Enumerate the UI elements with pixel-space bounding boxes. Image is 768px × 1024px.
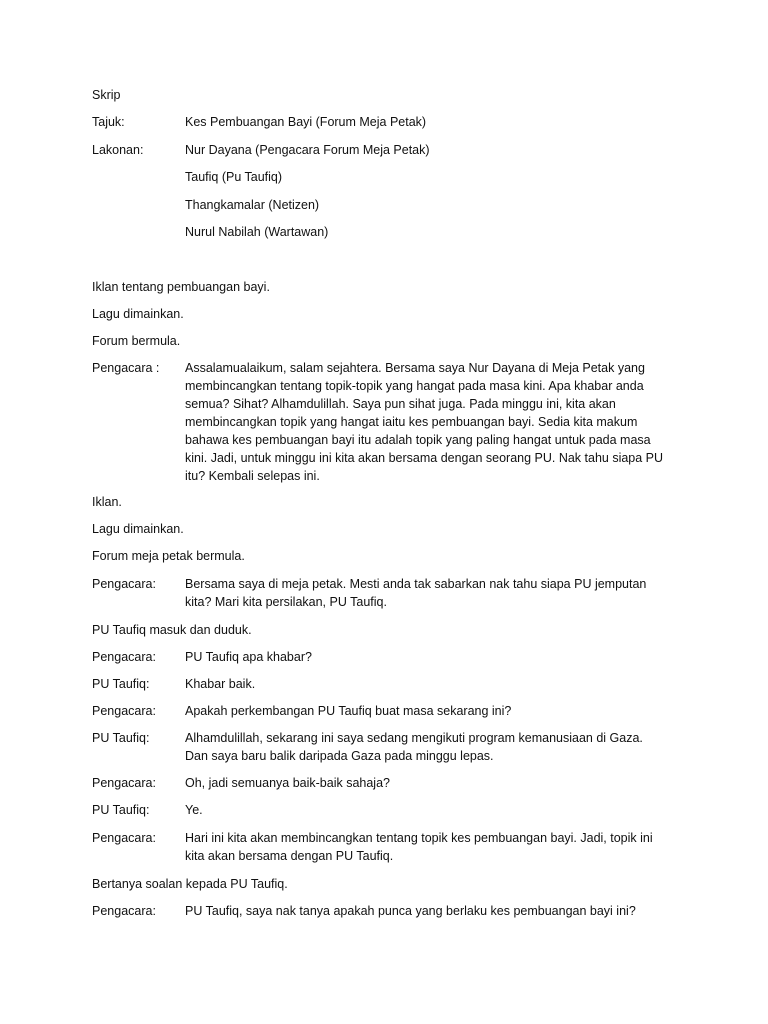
stage-direction: Lagu dimainkan.	[92, 522, 184, 536]
speaker-label: PU Taufiq:	[92, 731, 150, 745]
lakonan-label: Lakonan:	[92, 143, 144, 157]
dialogue-text	[185, 648, 695, 666]
dialogue-line: itu? Kembali selepas ini.	[185, 469, 320, 483]
cast-member: Nur Dayana (Pengacara Forum Meja Petak)	[185, 143, 430, 157]
dialogue-text	[185, 729, 695, 765]
stage-direction: PU Taufiq masuk dan duduk.	[92, 623, 252, 637]
stage-direction: Iklan tentang pembuangan bayi.	[92, 280, 270, 294]
dialogue-line: kita? Mari kita persilakan, PU Taufiq.	[185, 595, 387, 609]
dialogue-text	[185, 359, 695, 485]
dialogue-line: PU Taufiq, saya nak tanya apakah punca yang berlaku kes pembuangan bayi ini?	[185, 904, 636, 918]
speaker-label: Pengacara:	[92, 776, 156, 790]
dialogue-line: Dan saya baru balik daripada Gaza pada minggu lepas.	[185, 749, 494, 763]
dialogue-line: Assalamualaikum, salam sejahtera. Bersama saya Nur Dayana di Meja Petak yang	[185, 361, 645, 375]
dialogue-line: kini. Jadi, untuk minggu ini kita akan bersama dengan seorang PU. Nak tahu siapa PU	[185, 451, 664, 465]
tajuk-label: Tajuk:	[92, 115, 125, 129]
dialogue-line: Bersama saya di meja petak. Mesti anda tak sabarkan nak tahu siapa PU jemputan	[185, 577, 647, 591]
dialogue-line: Khabar baik.	[185, 677, 256, 691]
tajuk-value: Kes Pembuangan Bayi (Forum Meja Petak)	[185, 115, 427, 129]
dialogue-text	[185, 829, 695, 865]
stage-direction: Forum bermula.	[92, 334, 181, 348]
speaker-label: Pengacara :	[92, 361, 160, 375]
cast-member: Nurul Nabilah (Wartawan)	[185, 225, 329, 239]
dialogue-line: kita akan bersama dengan PU Taufiq.	[185, 849, 394, 863]
cast-member: Thangkamalar (Netizen)	[185, 198, 320, 212]
dialogue-text	[185, 702, 695, 720]
dialogue-line: Oh, jadi semuanya baik-baik sahaja?	[185, 776, 390, 790]
speaker-label: Pengacara:	[92, 577, 156, 591]
dialogue-line: semua? Sihat? Alhamdulillah. Saya pun sihat juga. Pada minggu ini, kita akan	[185, 397, 616, 411]
dialogue-line: Alhamdulillah, sekarang ini saya sedang mengikuti program kemanusiaan di Gaza.	[185, 731, 643, 745]
stage-direction: Forum meja petak bermula.	[92, 549, 245, 563]
dialogue-text	[185, 774, 695, 792]
dialogue-line: bahawa kes pembuangan bayi itu adalah topik yang paling hangat untuk pada masa	[185, 433, 651, 447]
dialogue-line: membincangkan topik yang hangat iaitu kes pembuangan bayi. Sedia kita makum	[185, 415, 638, 429]
dialogue-text	[185, 575, 695, 611]
dialogue-text	[185, 675, 695, 693]
dialogue-line: Hari ini kita akan membincangkan tentang topik kes pembuangan bayi. Jadi, topik ini	[185, 831, 653, 845]
document-heading: Skrip	[92, 88, 121, 102]
dialogue-text	[185, 801, 695, 819]
cast-member: Taufiq (Pu Taufiq)	[185, 170, 283, 184]
speaker-label: Pengacara:	[92, 904, 156, 918]
speaker-label: Pengacara:	[92, 650, 156, 664]
stage-direction: Lagu dimainkan.	[92, 307, 184, 321]
dialogue-line: Apakah perkembangan PU Taufiq buat masa sekarang ini?	[185, 704, 512, 718]
dialogue-line: PU Taufiq apa khabar?	[185, 650, 312, 664]
stage-direction: Iklan.	[92, 495, 122, 509]
dialogue-line: membincangkan tentang topik-topik yang hangat pada masa kini. Apa khabar anda	[185, 379, 644, 393]
speaker-label: Pengacara:	[92, 831, 156, 845]
dialogue-line: Ye.	[185, 803, 203, 817]
stage-direction: Bertanya soalan kepada PU Taufiq.	[92, 877, 288, 891]
speaker-label: PU Taufiq:	[92, 677, 150, 691]
dialogue-text	[185, 902, 695, 920]
speaker-label: PU Taufiq:	[92, 803, 150, 817]
speaker-label: Pengacara:	[92, 704, 156, 718]
